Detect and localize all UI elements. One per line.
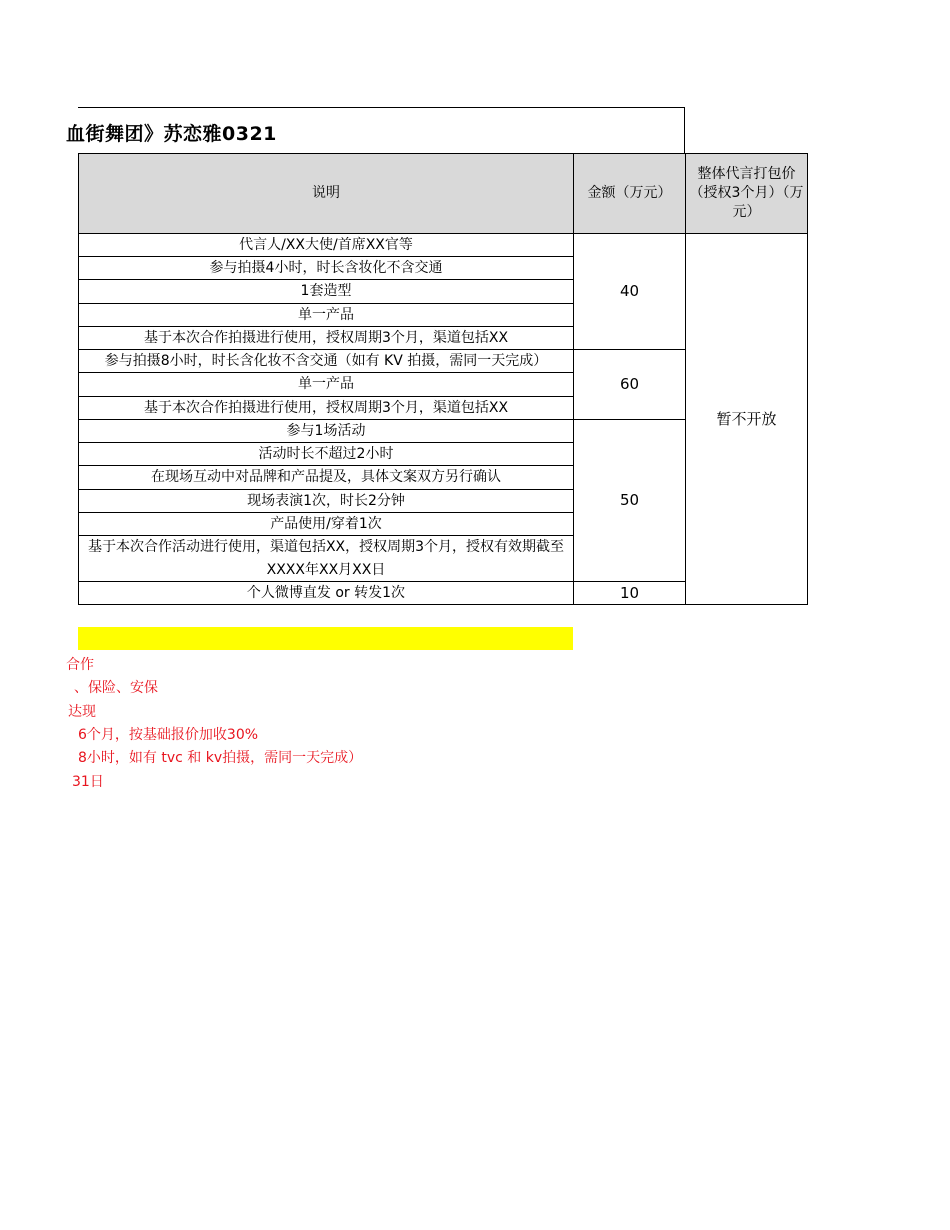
table-row: 单一产品 [78, 303, 574, 327]
header-package-price: 整体代言打包价（授权3个月）（万元） [685, 153, 808, 234]
note-line: 达现 [68, 704, 96, 720]
amount-cell: 50 [573, 419, 686, 582]
table-row: 现场表演1次，时长2分钟 [78, 489, 574, 513]
note-line: 合作 [66, 657, 94, 673]
title-box [66, 107, 685, 154]
header-amount: 金额（万元） [573, 153, 686, 234]
table-row: 参与1场活动 [78, 419, 574, 443]
table-row: 基于本次合作拍摄进行使用，授权周期3个月，渠道包括XX [78, 326, 574, 350]
table-row: 代言人/XX大使/首席XX官等 [78, 233, 574, 257]
note-line: 8小时，如有 tvc 和 kv拍摄，需同一天完成） [78, 750, 363, 766]
table-row: 个人微博直发 or 转发1次 [78, 581, 574, 605]
table-row: 基于本次合作活动进行使用，渠道包括XX，授权周期3个月，授权有效期截至XXXX年XX月XX日 [78, 535, 574, 582]
highlight-bar [78, 627, 573, 650]
amount-cell: 60 [573, 349, 686, 420]
table-row: 在现场互动中对品牌和产品提及，具体文案双方另行确认 [78, 465, 574, 490]
table-row: 产品使用/穿着1次 [78, 512, 574, 536]
note-line: 31日 [72, 774, 104, 790]
table-row: 单一产品 [78, 372, 574, 397]
amount-cell: 10 [573, 581, 686, 605]
header-description: 说明 [78, 153, 574, 234]
amount-cell: 40 [573, 233, 686, 350]
table-row: 基于本次合作拍摄进行使用，授权周期3个月，渠道包括XX [78, 396, 574, 420]
package-price-cell: 暂不开放 [685, 233, 808, 605]
table-row: 活动时长不超过2小时 [78, 442, 574, 466]
table-row: 参与拍摄8小时，时长含化妆不含交通（如有 KV 拍摄，需同一天完成） [78, 349, 574, 373]
note-line: 、保险、安保 [74, 680, 158, 696]
sheet-title: 血街舞团》苏恋雅0321 [66, 123, 277, 145]
table-row: 1套造型 [78, 279, 574, 304]
note-line: 6个月，按基础报价加收30% [78, 727, 259, 743]
table-row: 参与拍摄4小时，时长含妆化不含交通 [78, 256, 574, 280]
